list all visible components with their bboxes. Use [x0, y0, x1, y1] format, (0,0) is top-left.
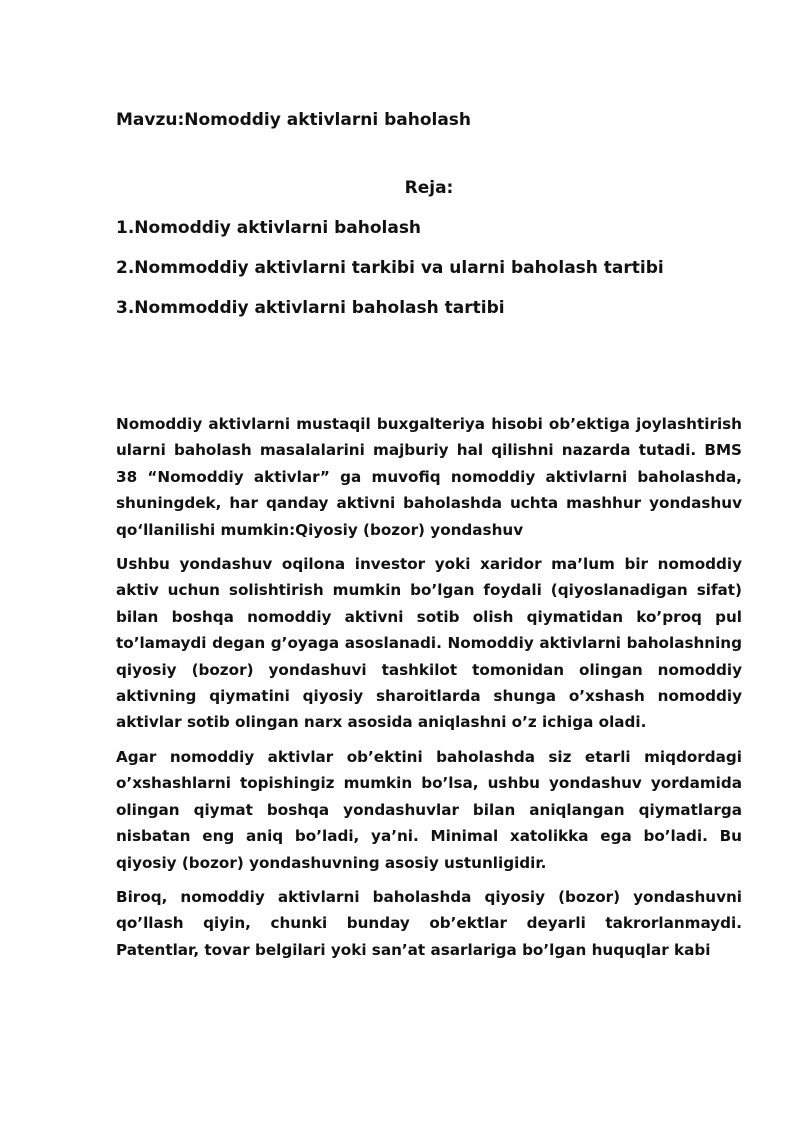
document-topic: Mavzu:Nomoddiy aktivlarni baholash — [116, 110, 472, 130]
paragraph-4: Biroq, nomoddiy aktivlarni baholashda qiyosiy (bozor) yondashuvni qo’llash qiyin, chunki bunday ob’ektlar deyarli takrorlanmaydi. Patentlar, tovar belgilari yoki san’at asarlariga bo’lgan huquqlar kabi — [116, 887, 742, 959]
plan-item-2: 2.Nommoddiy aktivlarni tarkibi va ularni baholash tartibi — [116, 258, 664, 278]
paragraph-3: Agar nomoddiy aktivlar ob’ektini baholashda siz etarli miqdordagi o’xshashlarni topishingiz mumkin bo’lsa, ushbu yondashuv yordamida olingan qiymat boshqa yondashuvlar bilan aniqlangan qiymatlarga nisbatan eng aniq bo’ladi, ya’ni. Minimal xatolikka ega bo’ladi. Bu qiyosiy (bozor) yondashuvning asosiy ustunligidir. — [116, 747, 742, 872]
plan-title: Reja: — [404, 178, 454, 198]
plan-item-1: 1.Nomoddiy aktivlarni baholash — [116, 218, 422, 238]
plan-item-3: 3.Nommoddiy aktivlarni baholash tartibi — [116, 298, 505, 318]
paragraph-1: Nomoddiy aktivlarni mustaqil buxgalteriya hisobi ob’ektiga joylashtirish ularni baholash masalalarini majburiy hal qilishni nazarda tutadi. BMS 38 “Nomoddiy aktivlar” ga muvofiq nomoddiy aktivlarni baholashda, shuningdek, har qanday aktivni baholashda uchta mashhur yondashuv qo‘llanilishi mumkin:Qiyosiy (bozor) yondashuv — [116, 415, 742, 539]
document-body — [116, 411, 742, 971]
paragraph-2: Ushbu yondashuv oqilona investor yoki xaridor ma’lum bir nomoddiy aktiv uchun solishtirish mumkin bo’lgan foydali (qiyoslanadigan sifat) bilan boshqa nomoddiy aktivni sotib olish qiymatidan ko’proq pul to’lamaydi degan g’oyaga asoslanadi. Nomoddiy aktivlarni baholashning qiyosiy (bozor) yondashuvi tashkilot tomonidan olingan nomoddiy aktivning qiymatini qiyosiy sharoitlarda shunga o’xshash nomoddiy aktivlar sotib olingan narx asosida aniqlashni o’z ichiga oladi. — [116, 555, 742, 732]
document-page — [116, 0, 742, 1131]
